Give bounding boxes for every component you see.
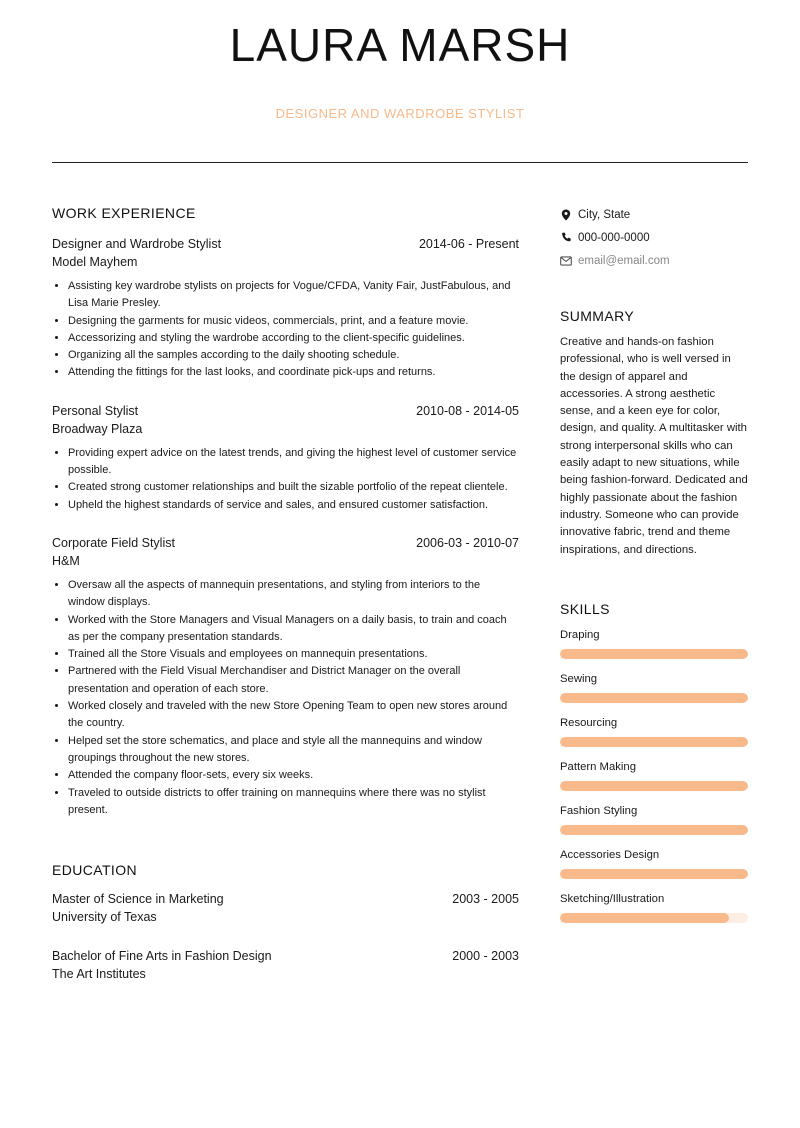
job-title: Personal Stylist [52, 403, 139, 418]
skill-name: Resourcing [560, 716, 618, 729]
education-entry [52, 890, 519, 927]
job-bullet: • Upheld the highest standards of service and sales, and ensured customer satisfaction. [68, 497, 519, 514]
skill-bar [560, 737, 748, 747]
resume-name: LAURA MARSH [229, 19, 571, 71]
job-entry [52, 235, 519, 382]
job-bullets [52, 445, 519, 514]
job-title: Designer and Wardrobe Stylist [52, 237, 222, 251]
job-bullets [52, 577, 519, 819]
job-title: Corporate Field Stylist [52, 535, 175, 550]
contact-email[interactable] [560, 249, 748, 272]
summary-heading: SUMMARY [560, 308, 635, 324]
education-section [52, 862, 519, 984]
skill-name: Fashion Styling [560, 804, 638, 817]
side-column [560, 203, 748, 923]
skill-item [560, 803, 748, 835]
work-experience-heading: WORK EXPERIENCE [52, 205, 196, 221]
skill-name: Accessories Design [560, 848, 660, 861]
job-bullet: • Trained all the Store Visuals and employees on mannequin presentations. [68, 646, 519, 663]
contact-email-link[interactable]: email@email.com [578, 254, 670, 267]
skill-bar-fill [560, 869, 748, 879]
job-bullet: • Created strong customer relationships and built the sizable portfolio of the repeat clientele. [68, 479, 519, 496]
education-entry [52, 947, 519, 984]
job-company: Model Mayhem [52, 255, 138, 269]
skill-bar [560, 869, 748, 879]
skill-item [560, 627, 748, 659]
skill-name: Pattern Making [560, 760, 636, 773]
job-bullet: • Providing expert advice on the latest trends, and giving the highest level of customer service possible. [68, 445, 519, 480]
education-header [52, 947, 519, 965]
education-degree: Master of Science in Marketing [52, 892, 224, 907]
skill-bar-fill [560, 649, 748, 659]
skill-bar [560, 649, 748, 659]
job-company: H&M [52, 553, 80, 568]
job-header [52, 235, 519, 253]
location-pin-icon [560, 209, 572, 221]
skills-heading: SKILLS [560, 600, 610, 617]
job-company: Broadway Plaza [52, 421, 143, 436]
job-header [52, 534, 519, 552]
job-bullet: • Partnered with the Field Visual Merchandiser and District Manager on the overall presentation and operation of each store. [68, 663, 519, 698]
summary-section [560, 308, 748, 559]
contact-phone [560, 226, 748, 249]
skill-item [560, 715, 748, 747]
skill-bar-fill [560, 825, 748, 835]
job-bullet: • Attended the company floor-sets, every six weeks. [68, 767, 519, 784]
contact-block [560, 203, 748, 272]
job-bullet: • Worked closely and traveled with the new Store Opening Team to open new stores around the country. [68, 698, 519, 733]
skills-list [560, 627, 748, 923]
job-bullet: • Organizing all the samples according to the daily shooting schedule. [68, 347, 519, 364]
skill-name: Sewing [560, 672, 598, 685]
job-bullet: • Attending the fittings for the last looks, and coordinate pick-ups and returns. [68, 364, 519, 381]
job-entry [52, 402, 519, 514]
skill-name: Draping [560, 628, 600, 641]
skill-bar [560, 825, 748, 835]
skill-item [560, 891, 748, 923]
skill-item [560, 847, 748, 879]
job-bullet: • Worked with the Store Managers and Visual Managers on a daily basis, to train and coach as per the company presentation standards. [68, 612, 519, 647]
skill-bar-fill [560, 781, 748, 791]
contact-location-text: City, State [578, 208, 631, 221]
resume-job-title: DESIGNER AND WARDROBE STYLIST [275, 106, 525, 121]
job-entry [52, 534, 519, 819]
skill-bar [560, 781, 748, 791]
skill-bar [560, 693, 748, 703]
skill-item [560, 759, 748, 791]
job-dates: 2014-06 - Present [418, 237, 519, 251]
education-heading: EDUCATION [52, 862, 138, 879]
education-school: University of Texas [52, 910, 157, 925]
jobs-list [52, 235, 519, 819]
job-bullet: • Assisting key wardrobe stylists on projects for Vogue/CFDA, Vanity Fair, JustFabulous, and Lisa Marie Presley. [68, 278, 519, 313]
job-header [52, 402, 519, 420]
education-dates: 2003 - 2005 [452, 892, 519, 907]
education-degree: Bachelor of Fine Arts in Fashion Design [52, 949, 272, 964]
job-bullet: • Accessorizing and styling the wardrobe according to the client-specific guidelines. [68, 330, 519, 347]
job-dates: 2010-08 - 2014-05 [416, 403, 519, 418]
contact-phone-text: 000-000-0000 [578, 231, 650, 244]
job-bullet: • Designing the garments for music videos, commercials, print, and a feature movie. [68, 313, 519, 330]
skill-bar-fill [560, 913, 729, 923]
skill-bar-fill [560, 737, 748, 747]
skill-name: Sketching/Illustration [560, 892, 665, 905]
phone-icon [560, 232, 572, 244]
skill-item [560, 671, 748, 703]
job-bullet: • Traveled to outside districts to offer training on mannequins where there was no stylist present. [68, 785, 519, 820]
skills-section [560, 601, 748, 923]
contact-location [560, 203, 748, 226]
job-bullet: • Oversaw all the aspects of mannequin presentations, and styling from interiors to the window displays. [68, 577, 519, 612]
job-bullet: • Helped set the store schematics, and place and style all the mannequins and window groupings throughout the new stores. [68, 733, 519, 768]
skill-bar [560, 913, 748, 923]
summary-text: Creative and hands-on fashion professional, who is well versed in the design of apparel and accessories. A strong aesthetic sense, and a keen eye for color, design, and quality. A multitasker with strong interpersonal skills who can easily adapt to new situations, while being fashion-forward. Dedicated and highly passionate about the fashion industry. Someone who can provide innovative fabric, trend and theme inspirations, and directions. [560, 336, 748, 556]
header-divider [52, 162, 748, 163]
main-column [52, 205, 519, 984]
job-dates: 2006-03 - 2010-07 [416, 535, 519, 550]
envelope-icon [560, 255, 572, 267]
skill-bar-fill [560, 693, 748, 703]
education-dates: 2000 - 2003 [452, 949, 519, 964]
job-bullets [52, 278, 519, 382]
education-header [52, 890, 519, 908]
education-school: The Art Institutes [52, 967, 146, 982]
